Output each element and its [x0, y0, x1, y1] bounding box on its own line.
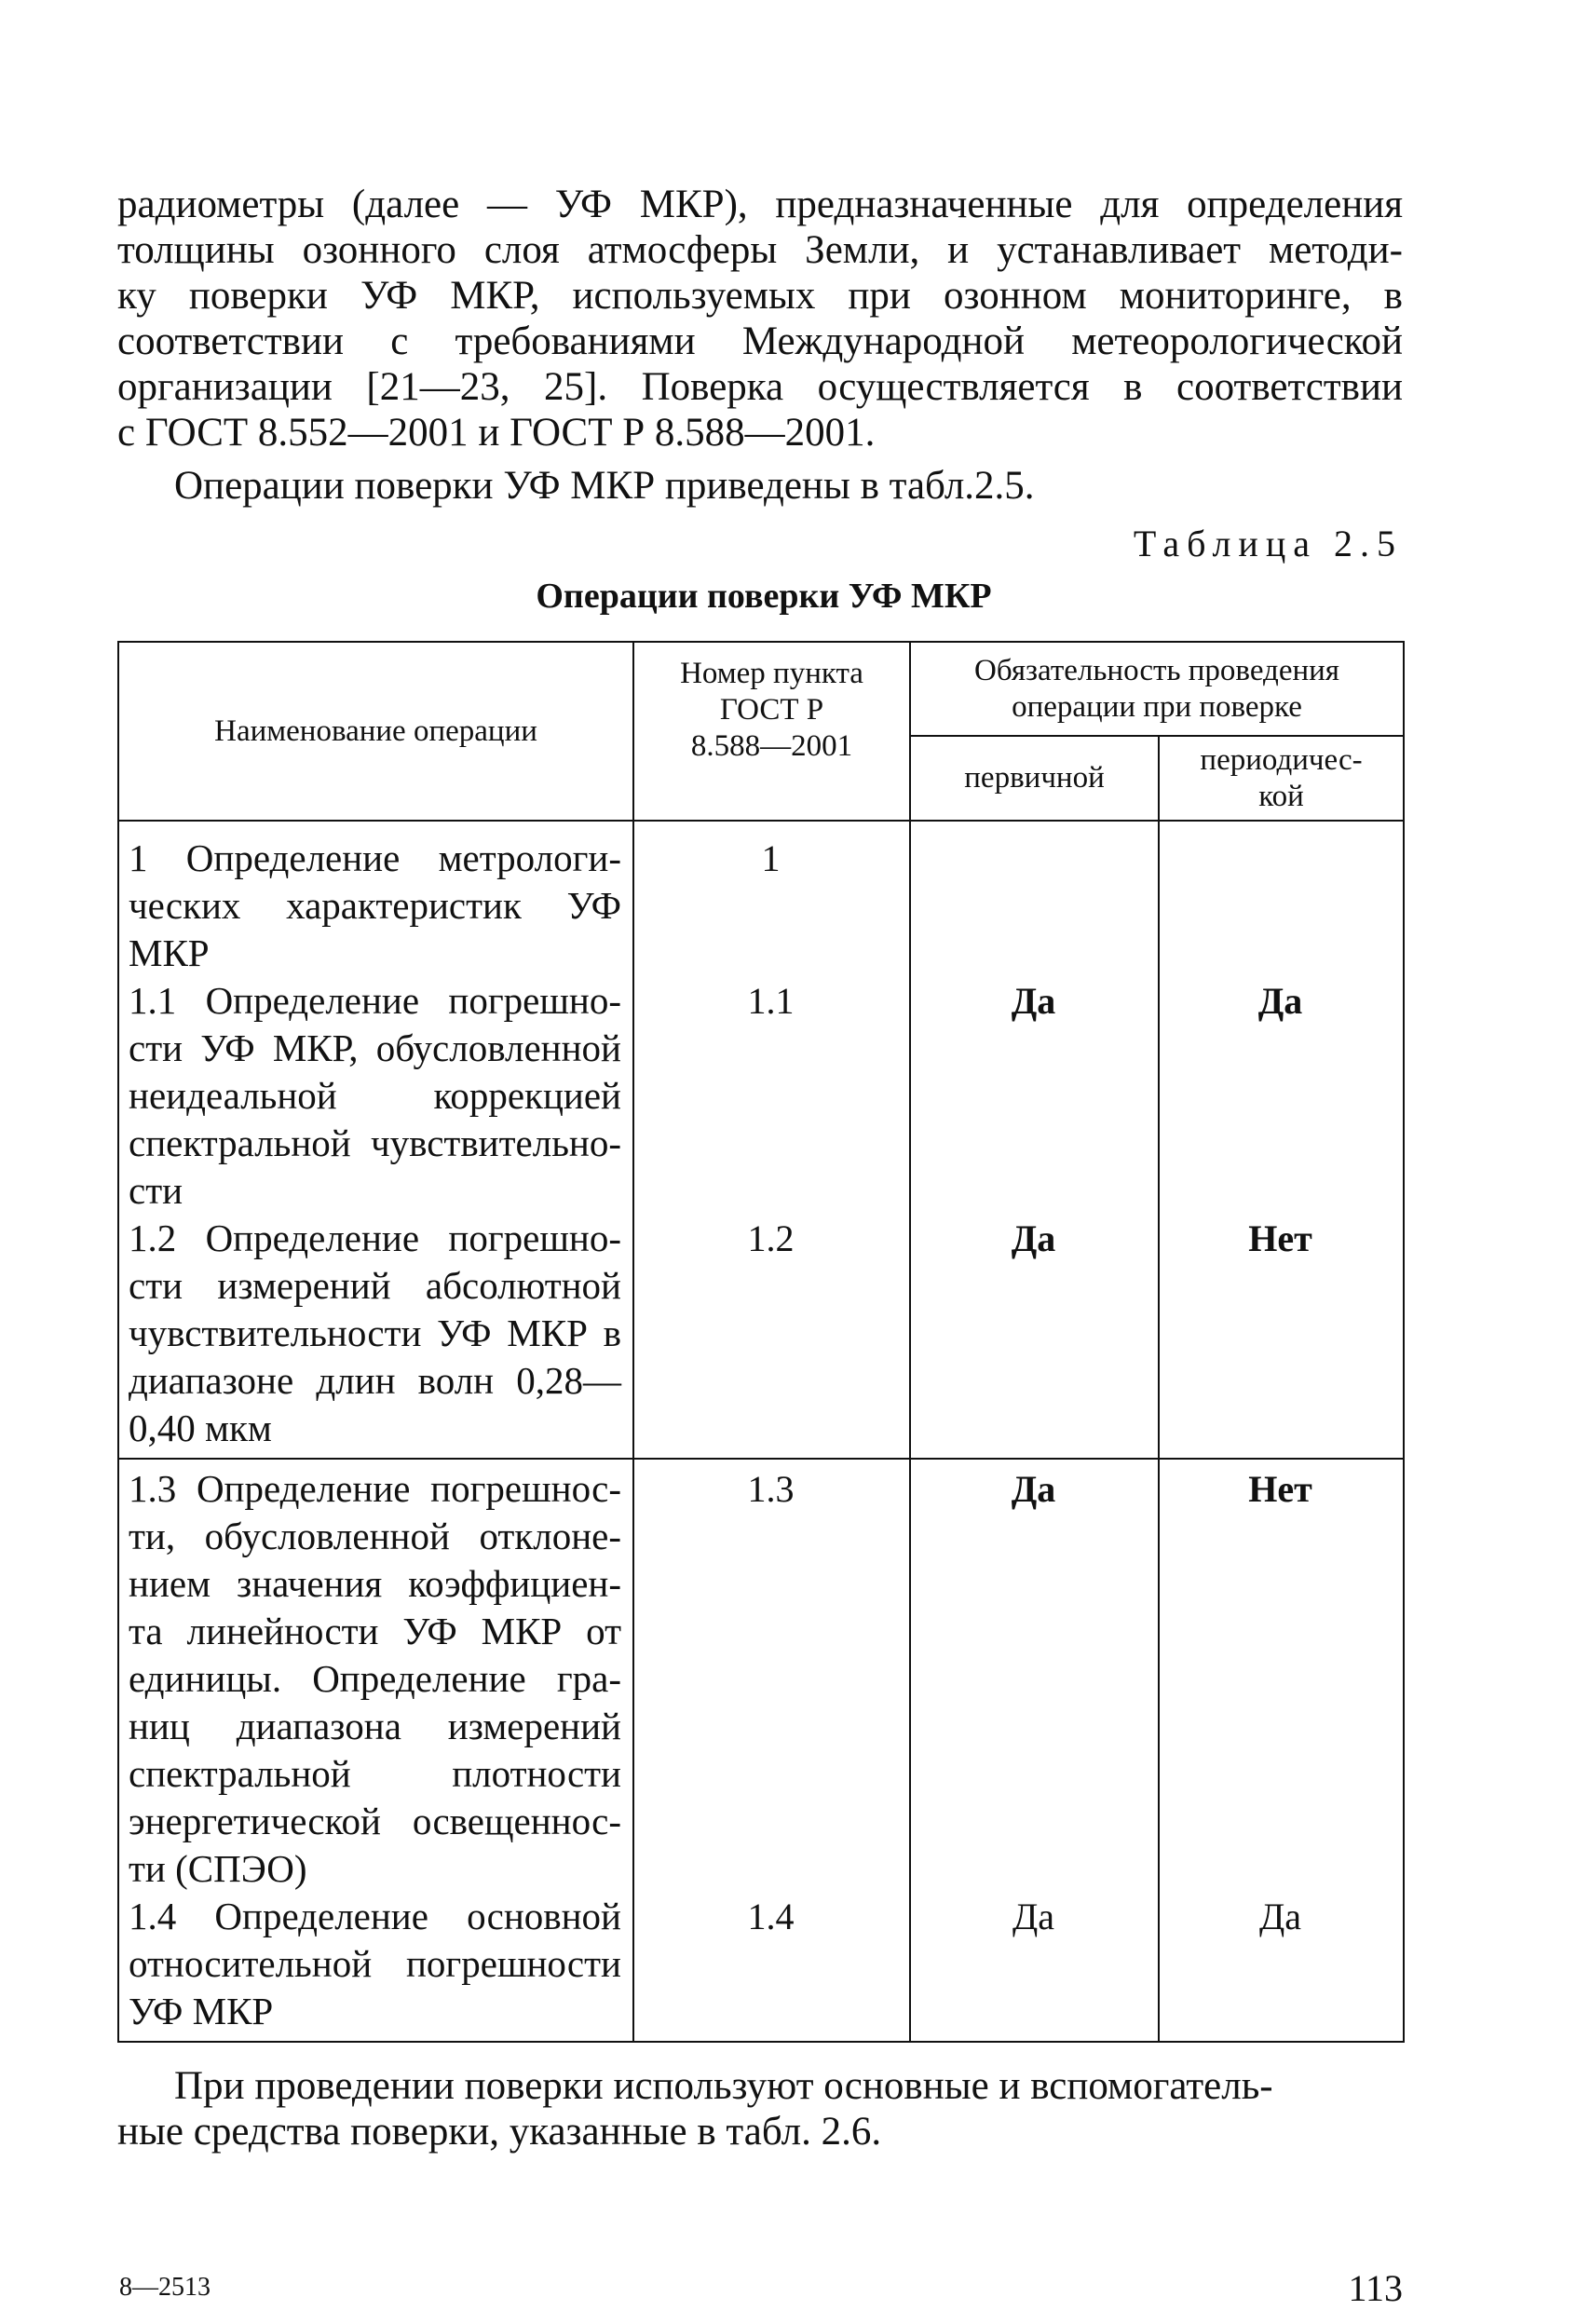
text-line: радиометры (далее — УФ МКР), предназначенные для определения: [117, 183, 1403, 226]
header-clause-number: Номер пункта ГОСТ Р 8.588—2001: [633, 642, 910, 821]
header-required: Обязательность проведения операции при поверке: [910, 642, 1404, 736]
text-line: соответствии с требованиями Международной метеорологической: [117, 319, 1403, 363]
table-row: [118, 821, 1404, 1459]
clause-number-cell: 1.3 1.4: [633, 1459, 910, 2042]
table-title: Операции поверки УФ МКР: [536, 577, 992, 616]
header-primary: первичной: [910, 736, 1159, 821]
text-line: организации [21—23, 25]. Поверка осуществляется в соответствии: [117, 365, 1403, 409]
table-row: [118, 1459, 1404, 2042]
primary-cell: Да Да: [910, 1459, 1159, 2042]
periodic-cell: Да Нет: [1159, 821, 1404, 1459]
outro-paragraph: [117, 2063, 1403, 2154]
text-line: ку поверки УФ МКР, используемых при озонном мониторинге, в: [117, 274, 1403, 318]
header-operation-name: Наименование операции: [118, 642, 633, 821]
text-line: с ГОСТ 8.552—2001 и ГОСТ Р 8.588—2001.: [117, 411, 876, 455]
clause-number-cell: 1 1.1 1.2: [633, 821, 910, 1459]
operation-name-cell: 1.3 Определение погрешнос- ти, обусловленной отклоне- нием значения коэффициен- та линейности УФ МКР от единицы. Определение гра- ниц диапазона измерений спектральной плотности энергетической освещеннос- ти (СПЭО) 1.4 Определение основной относительной погрешности УФ МКР: [118, 1459, 633, 2042]
header-periodic: периодичес- кой: [1159, 736, 1404, 821]
text-line: ные средства поверки, указанные в табл. 2.6.: [117, 2110, 882, 2154]
table-reference-sentence: Операции поверки УФ МКР приведены в табл.2.5.: [174, 464, 1035, 508]
text-line: толщины озонного слоя атмосферы Земли, и устанавливает методи-: [117, 228, 1403, 272]
intro-paragraph: [117, 182, 1403, 455]
page-number: 113: [1348, 2267, 1403, 2309]
print-code: 8—2513: [119, 2273, 211, 2302]
table-number: Таблица 2.5: [1133, 523, 1403, 564]
periodic-cell: Нет Да: [1159, 1459, 1404, 2042]
text-line: При проведении поверки используют основные и вспомогатель-: [174, 2064, 1273, 2108]
operations-table: [117, 641, 1405, 2043]
primary-cell: Да Да: [910, 821, 1159, 1459]
operation-name-cell: 1 Определение метрологи- ческих характеристик УФ МКР 1.1 Определение погрешно- сти УФ МКР, обусловленной неидеальной коррекцией спектральной чувствительно- сти 1.2 Определение погрешно- сти измерений абсолютной чувствительности УФ МКР в диапазоне длин волн 0,28— 0,40 мкм: [118, 821, 633, 1459]
